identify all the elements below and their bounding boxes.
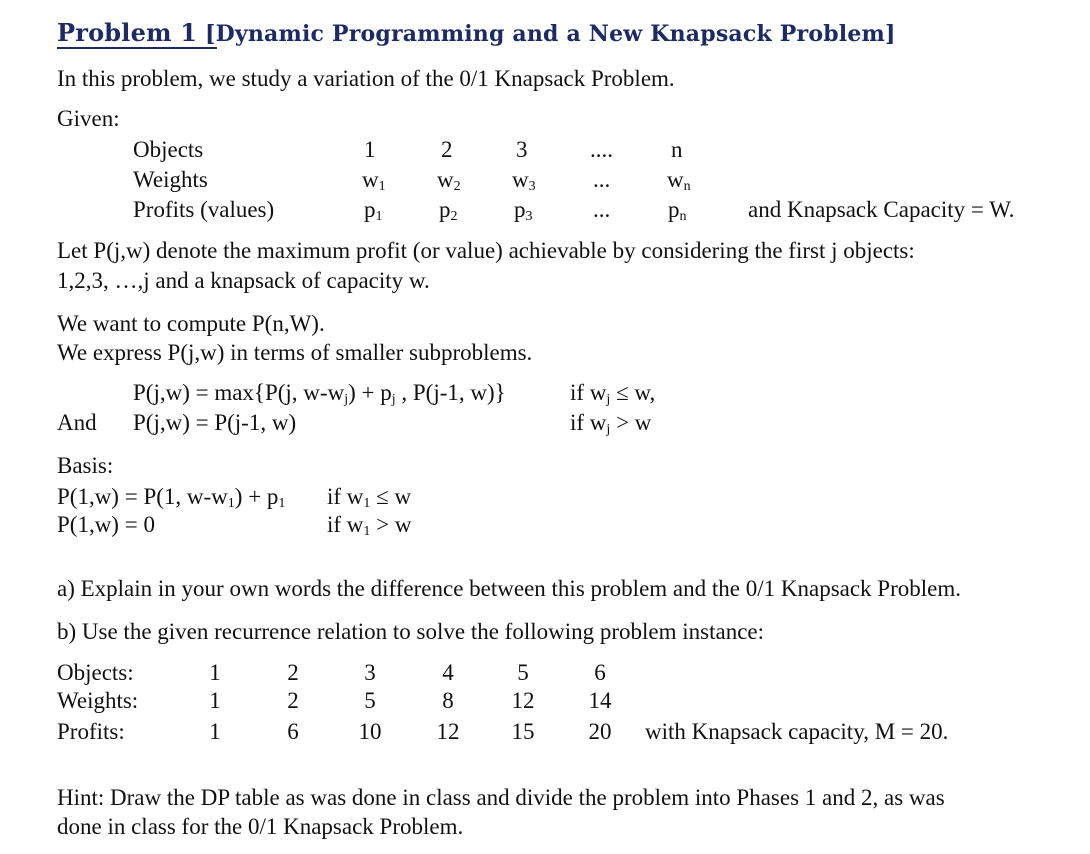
given-object-cell: 2 — [441, 137, 453, 162]
given-profit-cell: $p_1$ — [364, 197, 383, 224]
definition-line-1: Let P(j,w) denote the maximum profit (or value) achievable by considering the first j objects: — [57, 238, 915, 263]
instance-weight-cell: 1 — [209, 688, 221, 713]
instance-weight-cell: 12 — [511, 688, 535, 713]
heading-underline — [57, 47, 217, 49]
goal-line-2: We express P(j,w) in terms of smaller subproblems. — [57, 340, 533, 365]
instance-label-weights: Weights: — [57, 688, 139, 713]
instance-weight-cell: 8 — [442, 688, 454, 713]
given-weight-cell: $w_n$ — [667, 167, 691, 194]
instance-object-cell: 4 — [442, 660, 454, 685]
instance-profit-cell: 1 — [209, 719, 221, 744]
capacity-note: and Knapsack Capacity = W. — [748, 197, 1015, 222]
problem-subtitle: [Dynamic Programming and a New Knapsack Problem] — [204, 21, 896, 47]
given-weight-cell: $w_2$ — [437, 167, 461, 194]
instance-object-cell: 1 — [209, 660, 221, 685]
and-label: And — [57, 410, 97, 435]
instance-label-profits: Profits: — [57, 719, 125, 744]
given-weight-cell: $w_1$ — [362, 167, 386, 194]
instance-weight-cell: 14 — [588, 688, 612, 713]
basis-cond-2: if $w_1 > w$ — [327, 512, 412, 539]
basis-cond-1: if $w_1 \le w$ — [327, 484, 412, 511]
row-label-weights: Weights — [133, 167, 208, 192]
instance-object-cell: 2 — [287, 660, 299, 685]
given-object-cell: .... — [590, 137, 613, 162]
intro-text: In this problem, we study a variation of the 0/1 Knapsack Problem. — [57, 66, 675, 91]
instance-object-cell: 6 — [594, 660, 606, 685]
instance-object-cell: 3 — [364, 660, 376, 685]
basis-eq-1: P(1,w) = P(1, $w-w_1) + p_1$ — [57, 484, 286, 511]
instance-profit-cell: 20 — [588, 719, 612, 744]
basis-label: Basis: — [57, 453, 114, 478]
given-object-cell: 3 — [516, 137, 528, 162]
definition-line-2: 1,2,3, …,j and a knapsack of capacity w. — [57, 268, 430, 293]
instance-profit-cell: 10 — [358, 719, 382, 744]
row-label-profits: Profits (values) — [133, 197, 275, 222]
instance-weight-cell: 5 — [364, 688, 376, 713]
given-profit-cell: $p_3$ — [514, 197, 533, 224]
instance-profit-cell: 15 — [511, 719, 535, 744]
instance-profit-cell: 6 — [287, 719, 299, 744]
recurrence-eq-1: P(j,w) = max{P(j, $w-w_j) + p_j$ , P(j-1, w)} — [133, 380, 506, 407]
question-b: b) Use the given recurrence relation to solve the following problem instance: — [57, 619, 765, 644]
basis-eq-2: P(1,w) = 0 — [57, 512, 155, 537]
problem-number: Problem 1 — [57, 18, 198, 47]
given-profit-cell: $p_n$ — [668, 197, 687, 224]
hint-line-2: done in class for the 0/1 Knapsack Problem. — [57, 814, 464, 839]
problem-heading — [57, 18, 896, 47]
given-weight-cell: $w_3$ — [512, 167, 536, 194]
recurrence-cond-1: if $w_j \le w$, — [570, 380, 656, 407]
question-a: a) Explain in your own words the difference between this problem and the 0/1 Knapsack Problem. — [57, 576, 961, 601]
instance-profit-cell: 12 — [436, 719, 460, 744]
given-weight-cell: ... — [593, 167, 611, 192]
goal-line-1: We want to compute P(n,W). — [57, 311, 325, 336]
given-object-cell: n — [671, 137, 683, 162]
instance-object-cell: 5 — [517, 660, 529, 685]
instance-capacity-note: with Knapsack capacity, M = 20. — [645, 719, 949, 744]
recurrence-eq-2: P(j,w) = P(j-1, w) — [133, 410, 297, 435]
given-object-cell: 1 — [364, 137, 376, 162]
given-profit-cell: $p_2$ — [439, 197, 458, 224]
given-label: Given: — [57, 106, 120, 131]
given-profit-cell: ... — [593, 197, 611, 222]
hint-line-1: Hint: Draw the DP table as was done in class and divide the problem into Phases 1 and 2, as was — [57, 785, 945, 810]
row-label-objects: Objects — [133, 137, 204, 162]
instance-weight-cell: 2 — [287, 688, 299, 713]
recurrence-cond-2: if $w_j > w$ — [570, 410, 652, 437]
instance-label-objects: Objects: — [57, 660, 134, 685]
